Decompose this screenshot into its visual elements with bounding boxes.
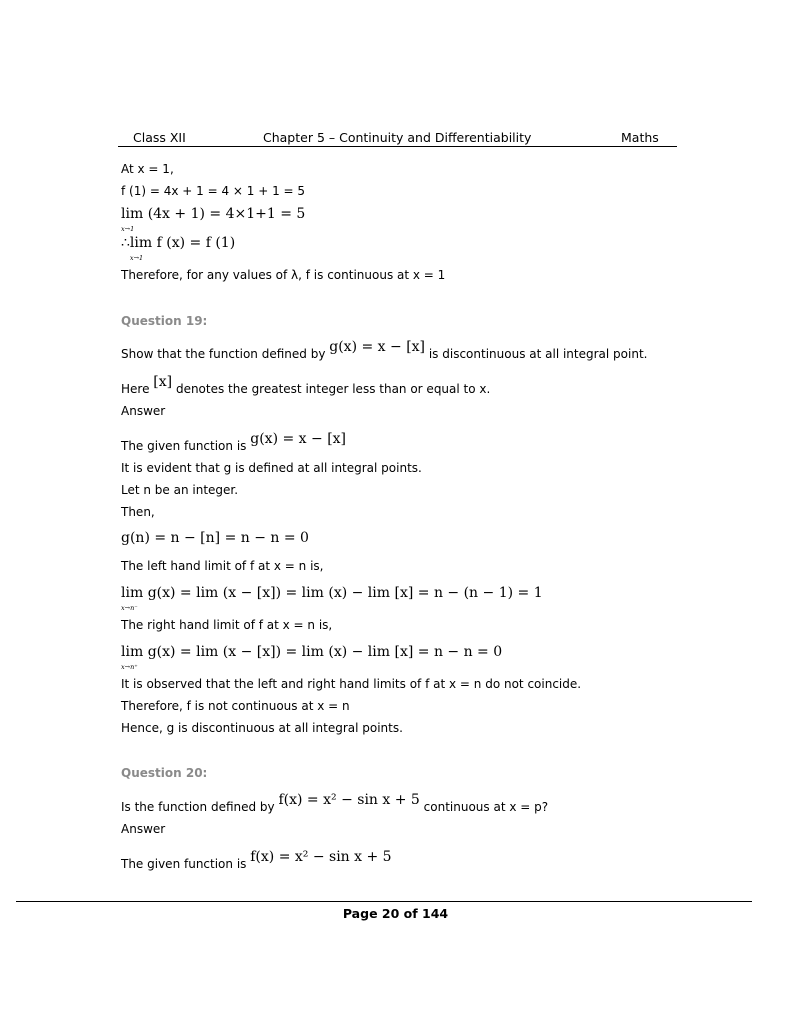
lhl-equation: lim x→n⁻ g(x) = lim (x − [x]) = lim (x) − lim [x] = n − (n − 1) = 1	[121, 585, 543, 612]
given-19-text: The given function is	[121, 439, 247, 453]
limit-eq-b-body: f (x) = f (1)	[156, 235, 236, 251]
header-chapter: Chapter 5 – Continuity and Differentiability	[263, 130, 532, 145]
f1-line: f (1) = 4x + 1 = 4 × 1 + 1 = 5	[121, 184, 306, 198]
limit-eq-a: lim x→1 (4x + 1) = 4×1+1 = 5	[121, 206, 306, 233]
given-20-text: The given function is	[121, 857, 247, 871]
header-subject: Maths	[621, 130, 659, 145]
question-20-title: Question 20:	[121, 766, 208, 780]
q19-text-b: is discontinuous at all integral point.	[428, 347, 648, 361]
given-19-line	[121, 431, 347, 454]
q20-formula: f(x) = x² − sin x + 5	[278, 792, 420, 808]
rhl-equation-body: g(x) = lim (x − [x]) = lim (x) − lim [x] = n − n = 0	[147, 644, 503, 660]
q19-text-a: Show that the function defined by	[121, 347, 326, 361]
answer-20: Answer	[121, 822, 166, 836]
q19-statement	[121, 339, 648, 362]
rhl-text: The right hand limit of f at x = n is,	[121, 618, 333, 632]
q19-formula: g(x) = x − [x]	[329, 339, 426, 355]
footer-rule	[16, 901, 752, 902]
answer-19: Answer	[121, 404, 166, 418]
header-rule	[118, 146, 677, 147]
then-line: Then,	[121, 505, 155, 519]
therefore-line: Therefore, for any values of λ, f is continuous at x = 1	[121, 268, 446, 282]
question-19-title: Question 19:	[121, 314, 208, 328]
q20-statement	[121, 792, 549, 815]
given-19-formula: g(x) = x − [x]	[250, 431, 347, 447]
evident-line: It is evident that g is defined at all integral points.	[121, 461, 422, 475]
hence-line: Hence, g is discontinuous at all integral points.	[121, 721, 403, 735]
observed-line: It is observed that the left and right hand limits of f at x = n do not coincide.	[121, 677, 582, 691]
therefore-n-line: Therefore, f is not continuous at x = n	[121, 699, 350, 713]
q20-text-a: Is the function defined by	[121, 800, 275, 814]
q20-text-b: continuous at x = p?	[423, 800, 549, 814]
at-x1-line: At x = 1,	[121, 162, 174, 176]
here-bracket: [x]	[153, 374, 173, 390]
lhl-text: The left hand limit of f at x = n is,	[121, 559, 324, 573]
header-class: Class XII	[133, 130, 186, 145]
here-b: denotes the greatest integer less than or equal to x.	[175, 382, 491, 396]
here-a: Here	[121, 382, 150, 396]
let-n-line: Let n be an integer.	[121, 483, 239, 497]
lhl-equation-body: g(x) = lim (x − [x]) = lim (x) − lim [x] = n − (n − 1) = 1	[147, 585, 543, 601]
given-20-formula: f(x) = x² − sin x + 5	[250, 849, 392, 865]
given-20-line	[121, 849, 392, 872]
gn-equation: g(n) = n − [n] = n − n = 0	[121, 530, 309, 546]
page-number: Page 20 of 144	[342, 906, 449, 921]
limit-eq-a-body: (4x + 1) = 4×1+1 = 5	[147, 206, 306, 222]
limit-eq-b: ∴lim x→1 f (x) = f (1)	[121, 235, 236, 262]
here-line	[121, 374, 491, 397]
rhl-equation: lim x→n⁺ g(x) = lim (x − [x]) = lim (x) − lim [x] = n − n = 0	[121, 644, 503, 671]
